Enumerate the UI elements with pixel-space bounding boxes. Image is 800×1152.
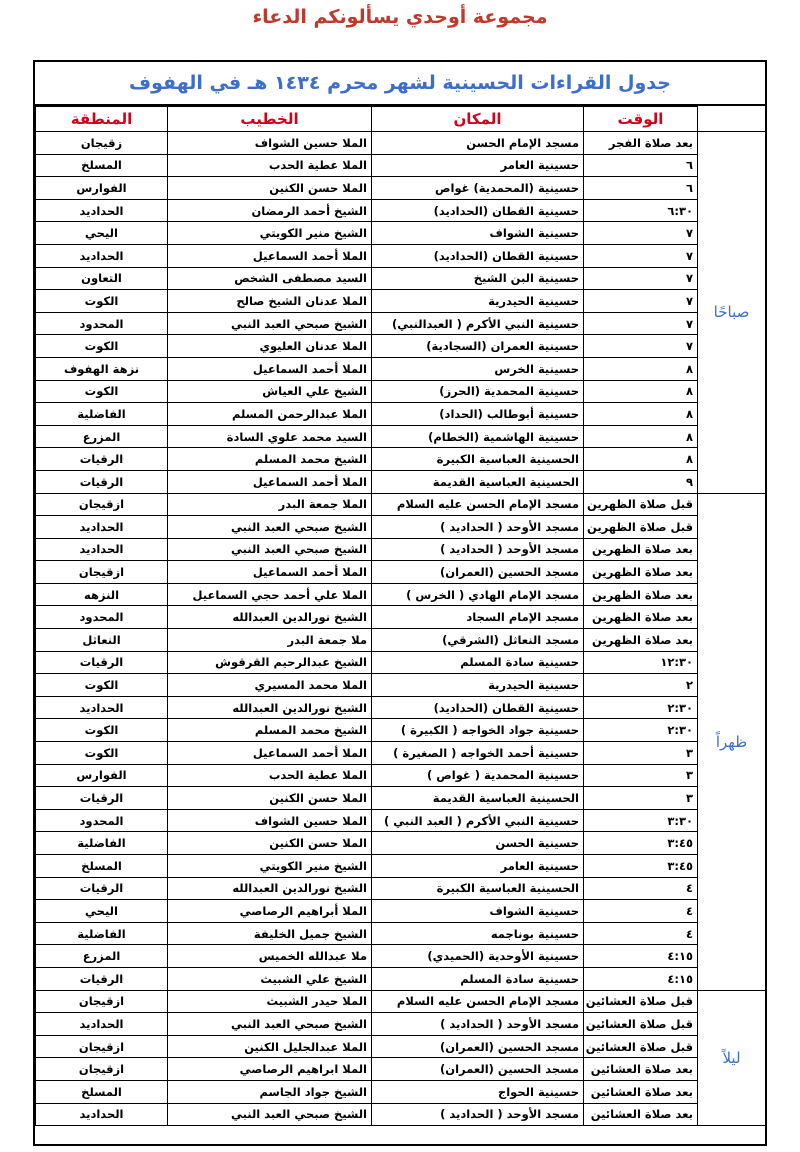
area-cell: الحداديد	[36, 199, 168, 222]
time-cell: ٢	[584, 674, 698, 697]
speaker-cell: الملا حسين الشواف	[168, 809, 372, 832]
area-cell: الكوت	[36, 290, 168, 313]
speaker-cell: الشيخ نورالدين العبدالله	[168, 696, 372, 719]
speaker-cell: الشيخ نورالدين العبدالله	[168, 877, 372, 900]
table-row	[36, 742, 766, 765]
place-cell: حسينية الخرس	[372, 357, 584, 380]
speaker-cell: ملا عبدالله الخميس	[168, 945, 372, 968]
time-cell: ٢:٣٠	[584, 696, 698, 719]
speaker-cell: الملا حسن الكنين	[168, 832, 372, 855]
place-cell: مسجد الأوحد ( الحداديد )	[372, 1013, 584, 1036]
place-cell: حسينية الحيدرية	[372, 290, 584, 313]
place-cell: مسجد الأوحد ( الحداديد )	[372, 1103, 584, 1126]
time-cell: ١٢:٣٠	[584, 651, 698, 674]
time-cell: ٣	[584, 787, 698, 810]
time-cell: ٣	[584, 764, 698, 787]
place-cell: حسينية الحيدرية	[372, 674, 584, 697]
place-cell: الحسينية العباسية الكبيرة	[372, 877, 584, 900]
table-row	[36, 787, 766, 810]
speaker-cell: الملا حسن الكنين	[168, 787, 372, 810]
area-cell: الكوت	[36, 380, 168, 403]
period-label: ظهراً	[698, 493, 766, 990]
speaker-cell: الملا أحمد السماعيل	[168, 244, 372, 267]
table-row	[36, 425, 766, 448]
time-cell: ٤	[584, 900, 698, 923]
area-cell: الفوارس	[36, 764, 168, 787]
speaker-cell: الملا عدنان الشيخ صالح	[168, 290, 372, 313]
time-cell: بعد صلاة الفجر	[584, 132, 698, 155]
table-row	[36, 222, 766, 245]
table-row	[36, 945, 766, 968]
table-row	[36, 1035, 766, 1058]
table-row	[36, 696, 766, 719]
place-cell: مسجد الإمام الحسن عليه السلام	[372, 493, 584, 516]
place-cell: مسجد الحسين (العمران)	[372, 1058, 584, 1081]
area-cell: النعاثل	[36, 629, 168, 652]
speaker-cell: الملا جمعة البدر	[168, 493, 372, 516]
area-cell: النزهه	[36, 583, 168, 606]
schedule-banner: جدول القراءات الحسينية لشهر محرم ١٤٣٤ هـ في الهفوف	[35, 62, 765, 106]
place-cell: حسينية القطان (الحداديد)	[372, 199, 584, 222]
speaker-cell: الشيخ أحمد الرمضان	[168, 199, 372, 222]
area-cell: الكوت	[36, 719, 168, 742]
table-row	[36, 1058, 766, 1081]
table-row	[36, 583, 766, 606]
place-cell: مسجد الإمام السجاد	[372, 606, 584, 629]
area-cell: الفاضلية	[36, 832, 168, 855]
area-cell: التعاون	[36, 267, 168, 290]
time-cell: ٧	[584, 290, 698, 313]
page-title: مجموعة أوحدي يسألونكم الدعاء	[252, 6, 548, 28]
speaker-cell: السيد مصطفى الشخص	[168, 267, 372, 290]
place-cell: حسينية النبي الأكرم ( العبدالنبي)	[372, 312, 584, 335]
time-cell: قبل صلاة الظهرين	[584, 516, 698, 539]
place-cell: حسينية المحمدية ( غواص )	[372, 764, 584, 787]
time-cell: ٦:٣٠	[584, 199, 698, 222]
table-row	[36, 267, 766, 290]
place-cell: الحسينية العباسية الكبيرة	[372, 448, 584, 471]
table-row	[36, 1080, 766, 1103]
time-header: الوقت	[584, 107, 698, 132]
time-cell: ٨	[584, 357, 698, 380]
area-cell: الحداديد	[36, 1013, 168, 1036]
place-cell: مسجد الأوحد ( الحداديد )	[372, 538, 584, 561]
time-cell: بعد صلاة الظهرين	[584, 606, 698, 629]
speaker-cell: الملا حسين الشواف	[168, 132, 372, 155]
schedule-sheet	[33, 60, 767, 1146]
speaker-cell: الشيخ صبحي العبد النبي	[168, 1103, 372, 1126]
area-cell: الكوت	[36, 674, 168, 697]
area-cell: الكوت	[36, 335, 168, 358]
speaker-cell: الشيخ جميل الخليفة	[168, 922, 372, 945]
place-cell: حسينية النبي الأكرم ( العبد النبي )	[372, 809, 584, 832]
area-cell: ازقيجان	[36, 561, 168, 584]
time-cell: ٨	[584, 448, 698, 471]
speaker-cell: الملا حيدر الشبيث	[168, 990, 372, 1013]
time-cell: ٣:٤٥	[584, 855, 698, 878]
area-cell: ازقيجان	[36, 1058, 168, 1081]
table-row	[36, 606, 766, 629]
area-cell: المحدود	[36, 606, 168, 629]
place-cell: حسينية الهاشمية (الخطام)	[372, 425, 584, 448]
table-row	[36, 651, 766, 674]
place-cell: مسجد الإمام الحسن عليه السلام	[372, 990, 584, 1013]
time-cell: ٣:٤٥	[584, 832, 698, 855]
table-row	[36, 403, 766, 426]
speaker-cell: الملا ابراهيم الرصاصي	[168, 1058, 372, 1081]
area-cell: الكوت	[36, 742, 168, 765]
area-cell: المحدود	[36, 809, 168, 832]
place-cell: حسينية الحسن	[372, 832, 584, 855]
place-cell: حسينية أحمد الخواجه ( الصغيرة )	[372, 742, 584, 765]
place-cell: حسينية المحمدية (الحرز)	[372, 380, 584, 403]
area-cell: الحداديد	[36, 538, 168, 561]
area-cell: الحداديد	[36, 244, 168, 267]
table-row	[36, 516, 766, 539]
place-cell: حسينية الحواج	[372, 1080, 584, 1103]
table-row	[36, 990, 766, 1013]
speaker-cell: الملا عطية الحدب	[168, 764, 372, 787]
schedule-body	[36, 132, 766, 1126]
area-cell: اليحي	[36, 900, 168, 923]
time-cell: بعد صلاة العشائين	[584, 1080, 698, 1103]
time-cell: بعد صلاة الظهرين	[584, 629, 698, 652]
speaker-cell: الملا عدنان العليوي	[168, 335, 372, 358]
area-cell: الرقيات	[36, 967, 168, 990]
table-row	[36, 877, 766, 900]
place-cell: حسينية جواد الخواجه ( الكبيرة )	[372, 719, 584, 742]
table-row	[36, 312, 766, 335]
place-cell: مسجد الأوحد ( الحداديد )	[372, 516, 584, 539]
area-cell: الفاضلية	[36, 922, 168, 945]
table-row	[36, 154, 766, 177]
place-cell: مسجد النعاثل (الشرقي)	[372, 629, 584, 652]
place-cell: الحسينية العباسية القديمة	[372, 470, 584, 493]
area-cell: المزرع	[36, 945, 168, 968]
area-cell: ازقيجان	[36, 493, 168, 516]
time-cell: بعد صلاة الظهرين	[584, 538, 698, 561]
speaker-cell: الشيخ منير الكويتي	[168, 222, 372, 245]
period-label: صباحًا	[698, 132, 766, 494]
area-cell: نزهة الهفوف	[36, 357, 168, 380]
time-cell: ٦	[584, 177, 698, 200]
table-row	[36, 967, 766, 990]
table-row	[36, 719, 766, 742]
table-row	[36, 1103, 766, 1126]
time-cell: ٩	[584, 470, 698, 493]
speaker-cell: الملا أحمد السماعيل	[168, 357, 372, 380]
speaker-cell: الملا عطية الحدب	[168, 154, 372, 177]
time-cell: بعد صلاة الظهرين	[584, 583, 698, 606]
table-row	[36, 199, 766, 222]
speaker-cell: السيد محمد علوي السادة	[168, 425, 372, 448]
time-cell: ٧	[584, 335, 698, 358]
place-cell: حسينية البن الشيخ	[372, 267, 584, 290]
period-header	[698, 107, 766, 132]
table-row	[36, 764, 766, 787]
speaker-cell: الملا علي أحمد حجي السماعيل	[168, 583, 372, 606]
speaker-cell: الملا عبدالجليل الكنين	[168, 1035, 372, 1058]
place-cell: الحسينية العباسية القديمة	[372, 787, 584, 810]
time-cell: ٤	[584, 877, 698, 900]
area-cell: الرقيات	[36, 877, 168, 900]
time-cell: ٤:١٥	[584, 967, 698, 990]
speaker-cell: الملا محمد المسيري	[168, 674, 372, 697]
time-cell: ٧	[584, 312, 698, 335]
area-cell: زقيجان	[36, 132, 168, 155]
speaker-cell: الملا أبراهيم الرصاصي	[168, 900, 372, 923]
speaker-cell: الشيخ عبدالرحيم القرقوش	[168, 651, 372, 674]
time-cell: بعد صلاة العشائين	[584, 1058, 698, 1081]
area-cell: الحداديد	[36, 1103, 168, 1126]
table-row	[36, 335, 766, 358]
speaker-cell: الشيخ محمد المسلم	[168, 448, 372, 471]
schedule-table	[35, 106, 766, 1126]
speaker-cell: الشيخ جواد الجاسم	[168, 1080, 372, 1103]
table-row	[36, 922, 766, 945]
place-cell: حسينية (المحمدية) غواص	[372, 177, 584, 200]
speaker-cell: الشيخ منير الكويتي	[168, 855, 372, 878]
time-cell: ٤	[584, 922, 698, 945]
time-cell: ٤:١٥	[584, 945, 698, 968]
speaker-header: الخطيب	[168, 107, 372, 132]
period-label: ليلاً	[698, 990, 766, 1126]
table-row	[36, 470, 766, 493]
table-row	[36, 380, 766, 403]
area-cell: ازقيجان	[36, 1035, 168, 1058]
place-cell: حسينية العمران (السجادية)	[372, 335, 584, 358]
area-cell: الرقيات	[36, 470, 168, 493]
place-cell: مسجد الحسين (العمران)	[372, 1035, 584, 1058]
place-cell: مسجد الحسين (العمران)	[372, 561, 584, 584]
speaker-cell: الشيخ علي العياش	[168, 380, 372, 403]
speaker-cell: الملا أحمد السماعيل	[168, 470, 372, 493]
area-cell: الرقيات	[36, 787, 168, 810]
time-cell: قبل صلاة العشائين	[584, 1035, 698, 1058]
area-header: المنطقة	[36, 107, 168, 132]
area-cell: المسلخ	[36, 154, 168, 177]
area-cell: ازقيجان	[36, 990, 168, 1013]
speaker-cell: الشيخ صبحي العبد النبي	[168, 516, 372, 539]
speaker-cell: الشيخ صبحي العبد النبي	[168, 538, 372, 561]
area-cell: الحداديد	[36, 696, 168, 719]
place-cell: حسينية الأوحدية (الحميدي)	[372, 945, 584, 968]
place-cell: حسينية بوناجمه	[372, 922, 584, 945]
table-row	[36, 900, 766, 923]
place-cell: حسينية سادة المسلم	[372, 651, 584, 674]
table-row	[36, 493, 766, 516]
time-cell: قبل صلاة الظهرين	[584, 493, 698, 516]
time-cell: بعد صلاة الظهرين	[584, 561, 698, 584]
speaker-cell: الشيخ محمد المسلم	[168, 719, 372, 742]
speaker-cell: ملا جمعة البدر	[168, 629, 372, 652]
table-row	[36, 244, 766, 267]
area-cell: الفاضلية	[36, 403, 168, 426]
area-cell: اليحي	[36, 222, 168, 245]
time-cell: ٧	[584, 244, 698, 267]
time-cell: بعد صلاة العشائين	[584, 1103, 698, 1126]
table-row	[36, 357, 766, 380]
table-row	[36, 538, 766, 561]
table-row	[36, 290, 766, 313]
area-cell: الحداديد	[36, 516, 168, 539]
area-cell: المحدود	[36, 312, 168, 335]
place-cell: حسينية سادة المسلم	[372, 967, 584, 990]
speaker-cell: الملا حسن الكنين	[168, 177, 372, 200]
speaker-cell: الملا أحمد السماعيل	[168, 561, 372, 584]
table-row	[36, 561, 766, 584]
table-row	[36, 629, 766, 652]
table-row	[36, 832, 766, 855]
table-row	[36, 1013, 766, 1036]
area-cell: المسلخ	[36, 855, 168, 878]
place-cell: حسينية الشواف	[372, 900, 584, 923]
speaker-cell: الشيخ صبحي العبد النبي	[168, 1013, 372, 1036]
place-header: المكان	[372, 107, 584, 132]
area-cell: الرقيات	[36, 651, 168, 674]
table-row	[36, 132, 766, 155]
table-row	[36, 448, 766, 471]
area-cell: الرقيات	[36, 448, 168, 471]
time-cell: ٦	[584, 154, 698, 177]
place-cell: حسينية العامر	[372, 855, 584, 878]
area-cell: المزرع	[36, 425, 168, 448]
time-cell: ٨	[584, 403, 698, 426]
place-cell: حسينية القطان (الحداديد)	[372, 696, 584, 719]
place-cell: حسينية القطان (الحداديد)	[372, 244, 584, 267]
place-cell: مسجد الإمام الحسن	[372, 132, 584, 155]
place-cell: حسينية الشواف	[372, 222, 584, 245]
table-row	[36, 674, 766, 697]
speaker-cell: الشيخ علي الشبيث	[168, 967, 372, 990]
place-cell: مسجد الإمام الهادي ( الخرس )	[372, 583, 584, 606]
time-cell: ٨	[584, 425, 698, 448]
time-cell: ٧	[584, 267, 698, 290]
table-row	[36, 177, 766, 200]
time-cell: ٧	[584, 222, 698, 245]
speaker-cell: الشيخ صبحي العبد النبي	[168, 312, 372, 335]
time-cell: قبل صلاة العشائين	[584, 1013, 698, 1036]
time-cell: ٢:٣٠	[584, 719, 698, 742]
area-cell: المسلخ	[36, 1080, 168, 1103]
time-cell: ٨	[584, 380, 698, 403]
time-cell: ٣	[584, 742, 698, 765]
table-row	[36, 809, 766, 832]
speaker-cell: الملا أحمد السماعيل	[168, 742, 372, 765]
area-cell: الفوارس	[36, 177, 168, 200]
speaker-cell: الشيخ نورالدين العبدالله	[168, 606, 372, 629]
speaker-cell: الملا عبدالرحمن المسلم	[168, 403, 372, 426]
time-cell: ٣:٣٠	[584, 809, 698, 832]
place-cell: حسينية العامر	[372, 154, 584, 177]
place-cell: حسينية أبوطالب (الحداد)	[372, 403, 584, 426]
time-cell: قبل صلاة العشائين	[584, 990, 698, 1013]
table-row	[36, 855, 766, 878]
header-row	[36, 107, 766, 132]
